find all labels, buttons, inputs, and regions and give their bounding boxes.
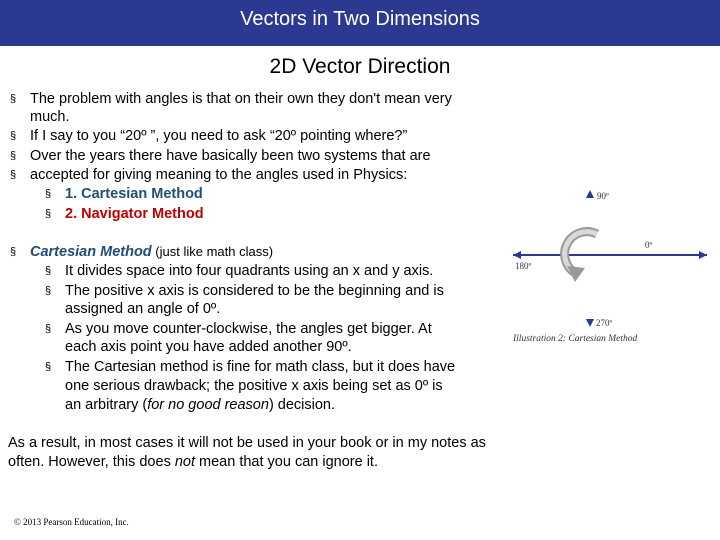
slide-header [0,0,720,46]
arrow-down-icon [586,319,594,327]
sub-bullet-text: one serious drawback; the positive x axis being set as 0º is [65,378,443,394]
sub-bullet-text: As you move counter-clockwise, the angles get bigger. At [65,321,432,337]
method-cartesian: 1. Cartesian Method [65,186,203,202]
bullet-marker: § [45,265,52,277]
sub-bullet-text: The Cartesian method is fine for math class, but it does have [65,359,456,375]
text-run: mean that you can ignore it. [195,454,378,470]
bullet-marker: § [45,323,52,335]
sub-bullet-text: It divides space into four quadrants using an x and y axis. [65,263,434,279]
cartesian-diagram [505,182,715,357]
text-run: ) decision. [268,397,336,413]
label-90: 90º [597,191,609,201]
arrow-right-icon [699,251,707,259]
sub-bullet-text: The positive x axis is considered to be the beginning and is [65,283,444,299]
text-run-italic: for no good reason [147,397,269,413]
bullet-marker: § [45,188,52,200]
bullet-text: Over the years there have basically been two systems that are [30,148,431,164]
bullet-marker: § [10,93,17,105]
bullet-marker: § [45,208,52,220]
bullet-marker: § [10,246,17,258]
figure-caption: Illustration 2: Cartesian Method [513,334,638,344]
bullet-text: much. [30,109,70,125]
label-180: 180º [515,261,532,271]
sub-bullet-text: assigned an angle of 0º. [65,301,221,317]
method-navigator: 2. Navigator Method [65,206,204,222]
arrow-up-icon [586,190,594,198]
slide-title: Vectors in Two Dimensions [240,8,480,30]
bullet-marker: § [10,130,17,142]
sub-bullet-text-line3 [65,396,335,414]
conclusion-paragraph [8,434,508,472]
cartesian-heading: Cartesian Method [30,244,152,260]
text-run: As a result, in most cases it will not be used in your book or in my notes as often. However, this does [8,435,486,470]
slide-subtitle: 2D Vector Direction [269,55,451,78]
cartesian-note: (just like math class) [151,244,274,259]
bullet-marker: § [45,361,52,373]
bullet-text: The problem with angles is that on their own they don't mean very [30,91,452,107]
sub-bullet-text: each axis point you have added another 90º. [65,339,352,355]
copyright-notice: © 2013 Pearson Education, Inc. [14,517,129,527]
bullet-text: If I say to you “20º ”, you need to ask “20º pointing where?” [30,128,408,144]
cartesian-heading-line [30,243,273,261]
bullet-marker: § [10,169,17,181]
label-0: 0º [645,240,653,250]
label-270: 270º [596,318,613,328]
bullet-marker: § [45,285,52,297]
bullet-marker: § [10,150,17,162]
arrow-left-icon [513,251,521,259]
text-run: an arbitrary ( [65,397,148,413]
text-run-italic: not [174,454,196,470]
bullet-text: accepted for giving meaning to the angles used in Physics: [30,167,408,183]
